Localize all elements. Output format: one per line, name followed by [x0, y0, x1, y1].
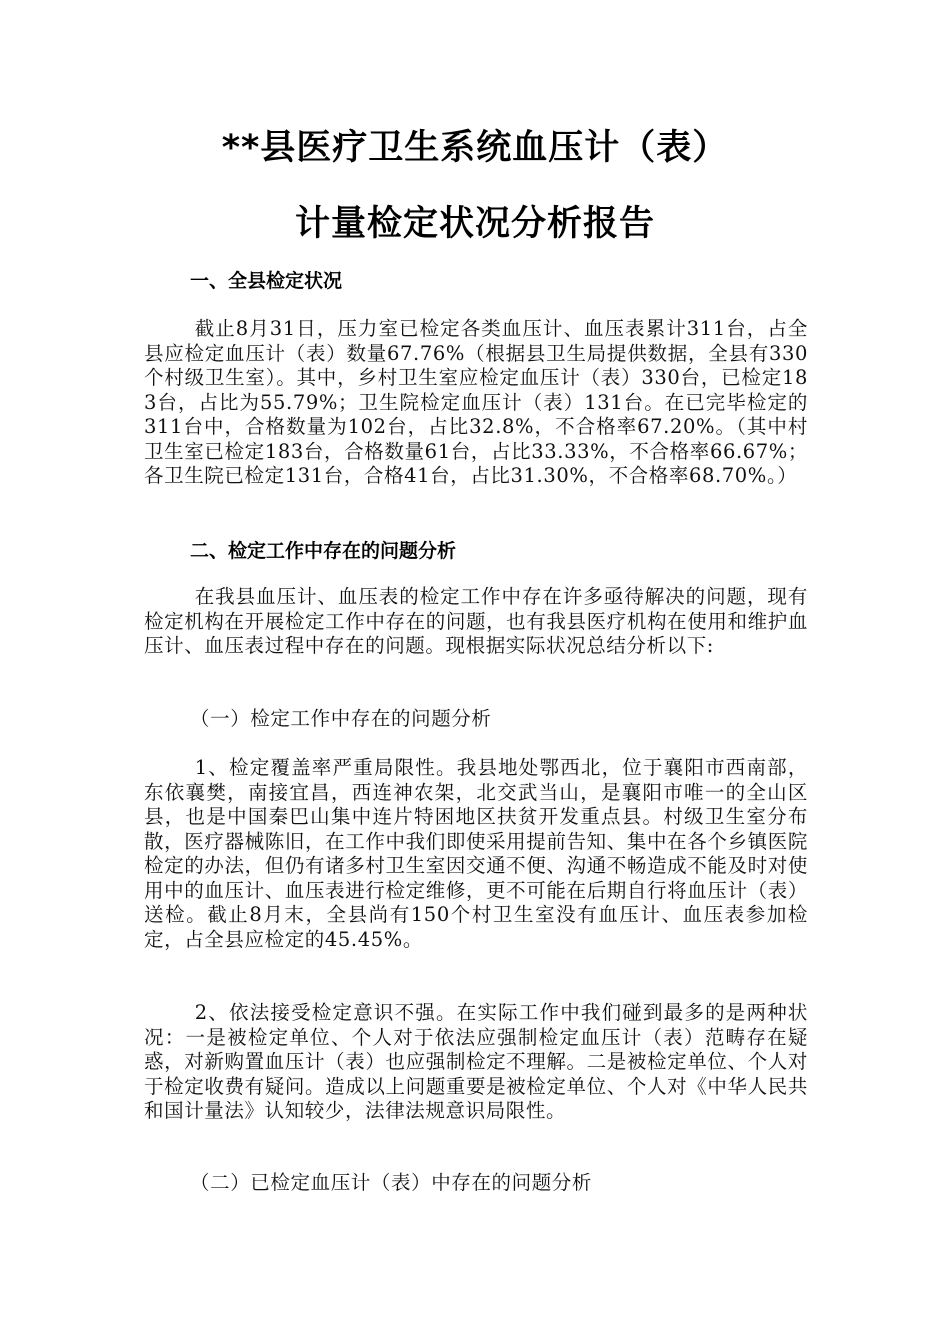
section-1-paragraph: 截止8月31日，压力室已检定各类血压计、血压表累计311台，占全县应检定血压计（表）数量67.76%（根据县卫生局提供数据，全县有330个村级卫生室）。其中，乡村卫生室应检定血压计（表）330台，已检定183台，占比为55.79%；卫生院检定血压计（表）131台。在已完毕检定的311台中，合格数量为102台，占比32.8%，不合格率67.20%。（其中村卫生室已检定183台，合格数量61台，占比33.33%，不合格率66.67%；各卫生院已检定131台，合格41台，占比31.30%，不合格率68.70%。） — [144, 317, 808, 487]
subsection-heading-2: （二）已检定血压计（表）中存在的问题分析 — [190, 1171, 593, 1194]
report-title-line-2: 计量检定状况分析报告 — [294, 204, 655, 244]
section-heading-1: 一、全县检定状况 — [190, 270, 343, 292]
subsection-heading-1: （一）检定工作中存在的问题分析 — [190, 707, 492, 730]
section-2-paragraph: 在我县血压计、血压表的检定工作中存在许多亟待解决的问题，现有检定机构在开展检定工作中存在的问题，也有我县医疗机构在使用和维护血压计、血压表过程中存在的问题。现根据实际状况总结分析以下: — [144, 585, 808, 657]
report-title-line-1: **县医疗卫生系统血压计（表） — [221, 128, 729, 168]
section-heading-2: 二、检定工作中存在的问题分析 — [190, 540, 457, 562]
subsection-1-item-2: 2、依法接受检定意识不强。在实际工作中我们碰到最多的是两种状况：一是被检定单位、个人对于依法应强制检定血压计（表）范畴存在疑惑，对新购置血压计（表）也应强制检定不理解。二是被检定单位、个人对于检定收费有疑问。造成以上问题重要是被检定单位、个人对《中华人民共和国计量法》认知较少，法律法规意识局限性。 — [144, 1001, 808, 1122]
subsection-1-item-1: 1、检定覆盖率严重局限性。我县地处鄂西北，位于襄阳市西南部，东依襄樊，南接宜昌，西连神农架，北交武当山，是襄阳市唯一的全山区县，也是中国秦巴山集中连片特困地区扶贫开发重点县。村级卫生室分布散，医疗器械陈旧，在工作中我们即使采用提前告知、集中在各个乡镇医院检定的办法，但仍有诸多村卫生室因交通不便、沟通不畅造成不能及时对使用中的血压计、血压表进行检定维修，更不可能在后期自行将血压计（表）送检。截止8月末，全县尚有150个村卫生室没有血压计、血压表参加检定，占全县应检定的45.45%。 — [144, 756, 808, 951]
